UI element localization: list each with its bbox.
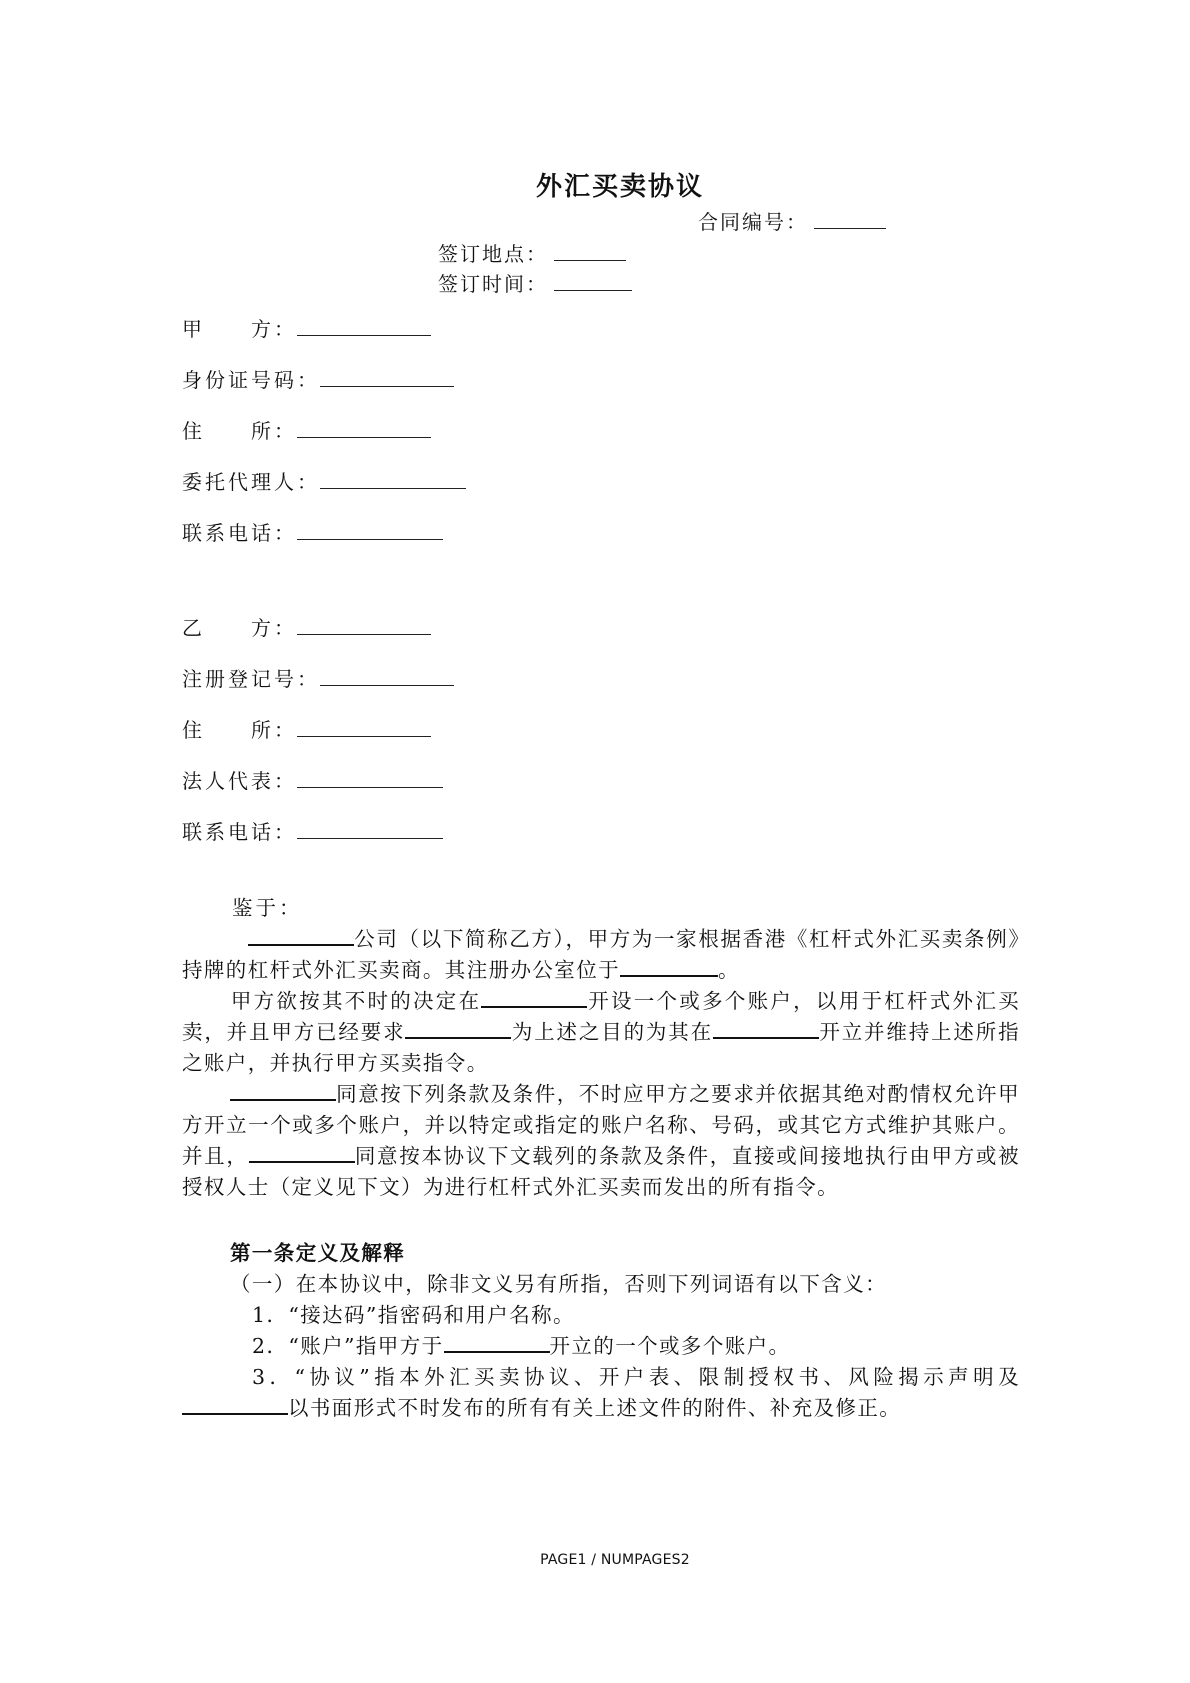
signing-place-blank bbox=[554, 259, 626, 261]
party-a-name-label: 甲 方： bbox=[182, 317, 297, 341]
party-b-address-blank bbox=[297, 735, 431, 737]
contract-number-label: 合同编号： bbox=[698, 210, 808, 234]
recital-paragraph-1 bbox=[182, 924, 1020, 986]
article-1-heading-text: 第一条定义及解释 bbox=[230, 1241, 406, 1265]
blank-location-1 bbox=[481, 986, 587, 1008]
signing-place-line bbox=[438, 238, 626, 267]
party-b-name-label: 乙 方： bbox=[182, 616, 297, 640]
recital-2-text-a: 甲方欲按其不时的决定在 bbox=[230, 989, 482, 1013]
party-b-legal-rep-field bbox=[182, 765, 443, 794]
recital-3-text-a: 同意按下列条款及条件，不时应甲方之要求并依据其绝对酌情权允许甲方开立一个或多个账户，并以特定或指定的账户名称、号码，或其它方式维护其账户。并且， bbox=[182, 1082, 1020, 1168]
party-a-address-label: 住 所： bbox=[182, 419, 297, 443]
recital-2-text-c: 为上述之目的为其在 bbox=[511, 1020, 713, 1044]
party-b-name-field bbox=[182, 612, 431, 641]
party-a-agent-blank bbox=[320, 487, 466, 489]
party-b-registration-label: 注册登记号： bbox=[182, 667, 320, 691]
party-b-phone-field bbox=[182, 816, 443, 845]
party-a-phone-blank bbox=[297, 538, 443, 540]
party-a-agent-label: 委托代理人： bbox=[182, 470, 320, 494]
party-a-phone-field bbox=[182, 517, 443, 546]
definition-item-3-text-a: 3．“协议”指本外汇买卖协议、开户表、限制授权书、风险揭示声明及 bbox=[252, 1365, 1020, 1389]
definition-item-2-text-b: 开立的一个或多个账户。 bbox=[549, 1334, 791, 1358]
definition-item-2-text-a: 2．“账户”指甲方于 bbox=[252, 1334, 444, 1358]
definition-item-2 bbox=[182, 1331, 1020, 1362]
party-b-registration-blank bbox=[320, 684, 454, 686]
article-1-heading bbox=[182, 1238, 1020, 1269]
clause-1 bbox=[182, 1269, 1020, 1300]
party-b-phone-blank bbox=[297, 837, 443, 839]
whereas-text: 鉴于： bbox=[232, 896, 303, 920]
party-b-legal-rep-label: 法人代表： bbox=[182, 769, 297, 793]
recital-1-text-a: 公司（以下简称乙方），甲方为一家根据香港《杠杆式外汇买卖条例》持牌的杠杆式外汇买卖商。其注册办公室位于 bbox=[182, 927, 1020, 982]
party-a-address-blank bbox=[297, 436, 431, 438]
party-a-name-blank bbox=[297, 334, 431, 336]
blank-account-location bbox=[444, 1331, 550, 1353]
definition-item-1-text: 1．“接达码”指密码和用户名称。 bbox=[252, 1303, 575, 1327]
definition-item-3-text-b: 以书面形式不时发布的所有有关上述文件的附件、补充及修正。 bbox=[288, 1396, 902, 1420]
definition-item-3 bbox=[182, 1362, 1020, 1424]
signing-time-label: 签订时间： bbox=[438, 272, 548, 296]
blank-party-3 bbox=[249, 1141, 355, 1163]
recital-1-text-b: 。 bbox=[718, 958, 740, 982]
party-a-id-blank bbox=[320, 385, 454, 387]
blank-issuer bbox=[182, 1393, 288, 1415]
recital-paragraph-3 bbox=[182, 1079, 1020, 1203]
party-b-legal-rep-blank bbox=[297, 786, 443, 788]
signing-time-blank bbox=[554, 289, 632, 291]
party-b-phone-label: 联系电话： bbox=[182, 820, 297, 844]
signing-place-label: 签订地点： bbox=[438, 242, 548, 266]
party-b-registration-field bbox=[182, 663, 454, 692]
definition-item-1 bbox=[182, 1300, 1020, 1331]
party-a-id-label: 身份证号码： bbox=[182, 368, 320, 392]
party-b-address-field bbox=[182, 714, 431, 743]
recital-2-text-d: 开立并维持上述所指之账户，并执行甲方买卖指令。 bbox=[182, 1020, 1021, 1075]
blank-party-1 bbox=[405, 1017, 511, 1039]
clause-1-text: （一）在本协议中，除非文义另有所指，否则下列词语有以下含义： bbox=[230, 1272, 887, 1296]
contract-number-line bbox=[698, 206, 886, 235]
party-b-address-label: 住 所： bbox=[182, 718, 297, 742]
document-title: 外汇买卖协议 bbox=[535, 172, 704, 202]
party-a-phone-label: 联系电话： bbox=[182, 521, 297, 545]
party-a-agent-field bbox=[182, 466, 466, 495]
party-a-address-field bbox=[182, 415, 431, 444]
recital-3-text-b: 同意按本协议下文载列的条款及条件，直接或间接地执行由甲方或被授权人士（定义见下文）为进行杠杆式外汇买卖而发出的所有指令。 bbox=[182, 1144, 1020, 1199]
whereas-label bbox=[182, 893, 1020, 924]
page-footer: PAGE1 / NUMPAGES2 bbox=[540, 1552, 690, 1568]
signing-time-line bbox=[438, 268, 632, 297]
party-a-name-field bbox=[182, 313, 431, 342]
party-a-id-field bbox=[182, 364, 454, 393]
contract-number-blank bbox=[814, 227, 886, 229]
blank-company bbox=[248, 924, 354, 946]
blank-office bbox=[620, 955, 718, 977]
party-b-name-blank bbox=[297, 633, 431, 635]
blank-party-2 bbox=[230, 1079, 336, 1101]
recital-paragraph-2 bbox=[182, 986, 1020, 1079]
blank-location-2 bbox=[713, 1017, 819, 1039]
recital-2-text-b: 开设一个或多个账户，以用于杠杆式外汇买卖，并且甲方已经要求 bbox=[182, 989, 1020, 1044]
